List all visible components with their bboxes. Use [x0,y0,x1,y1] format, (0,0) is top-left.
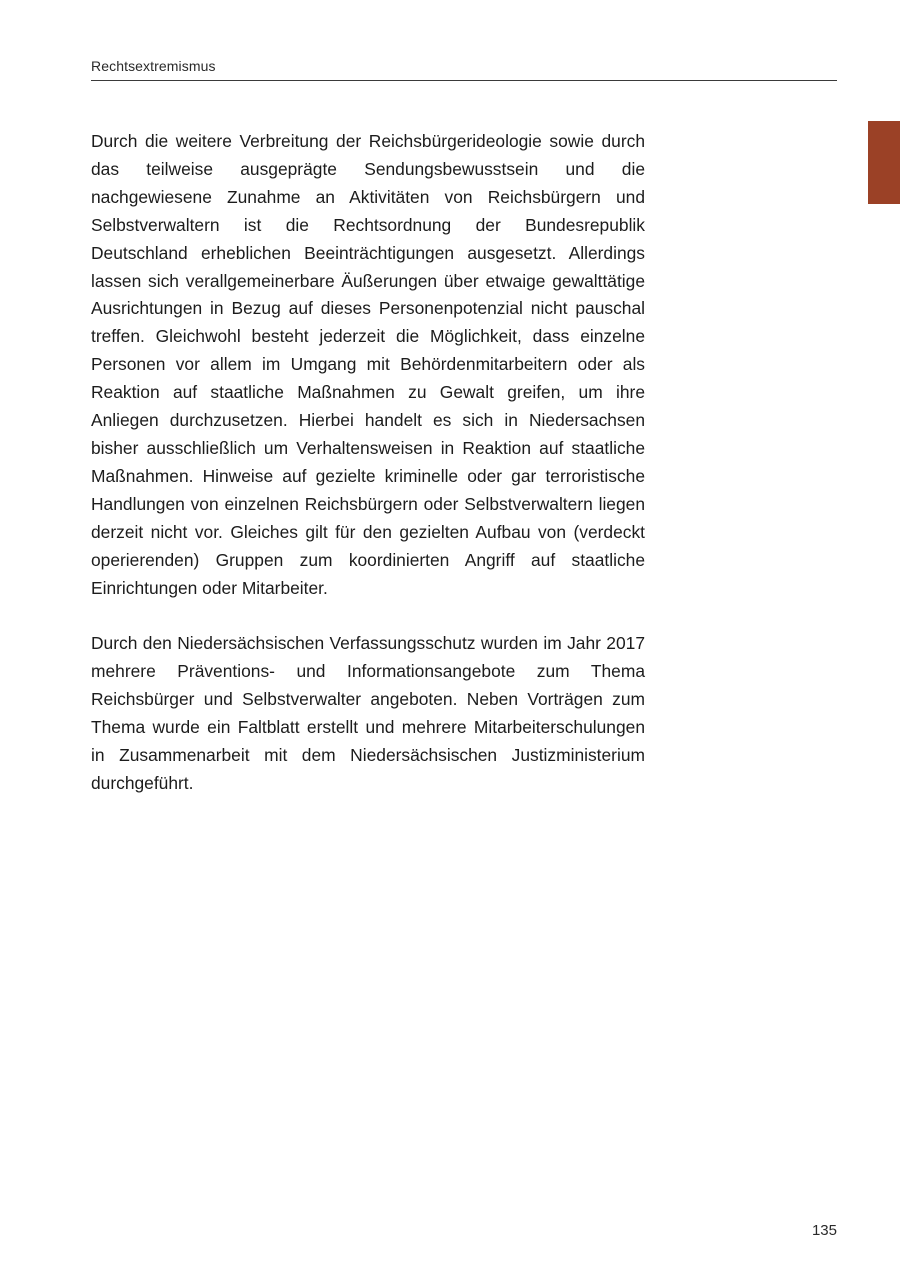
page-number: 135 [811,1222,837,1239]
header-divider [91,80,837,81]
chapter-tab-marker [868,121,900,204]
main-text [91,128,645,798]
body-paragraph: Durch die weitere Verbreitung der Reichsbürgerideologie sowie durch das teilweise ausgeprägte Sendungsbewusstsein und die nachgewiesene Zunahme an Aktivitäten von Reichsbürgern und Selbstverwaltern ist die Rechtsordnung der Bundesrepublik Deutschland erheblichen Beeinträchtigungen ausgesetzt. Allerdings lassen sich verallgemeinerbare Äußerungen über etwaige gewalttätige Ausrichtungen in Bezug auf dieses Personenpotenzial nicht pauschal treffen. Gleichwohl besteht jederzeit die Möglichkeit, dass einzelne Personen vor allem im Umgang mit Behördenmitarbeitern oder als Reaktion auf staatliche Maßnahmen zu Gewalt greifen, um ihre Anliegen durchzusetzen. Hierbei handelt es sich in Niedersachsen bisher ausschließlich um Verhaltensweisen in Reaktion auf staatliche Maßnahmen. Hinweise auf gezielte kriminelle oder gar terroristische Handlungen von einzelnen Reichsbürgern oder Selbstverwaltern liegen derzeit nicht vor. Gleiches gilt für den gezielten Aufbau von (verdeckt operierenden) Gruppen zum koordinierten Angriff auf staatliche Einrichtungen oder Mitarbeiter. [91,131,645,598]
body-paragraph: Durch den Niedersächsischen Verfassungsschutz wurden im Jahr 2017 mehrere Präventions- und Informationsangebote zum Thema Reichsbürger und Selbstverwalter angeboten. Neben Vorträgen zum Thema wurde ein Faltblatt erstellt und mehrere Mitarbeiterschulungen in Zusammenarbeit mit dem Niedersächsischen Justizministerium durchgeführt. [91,633,645,793]
running-header-title: Rechtsextremismus [91,58,216,74]
